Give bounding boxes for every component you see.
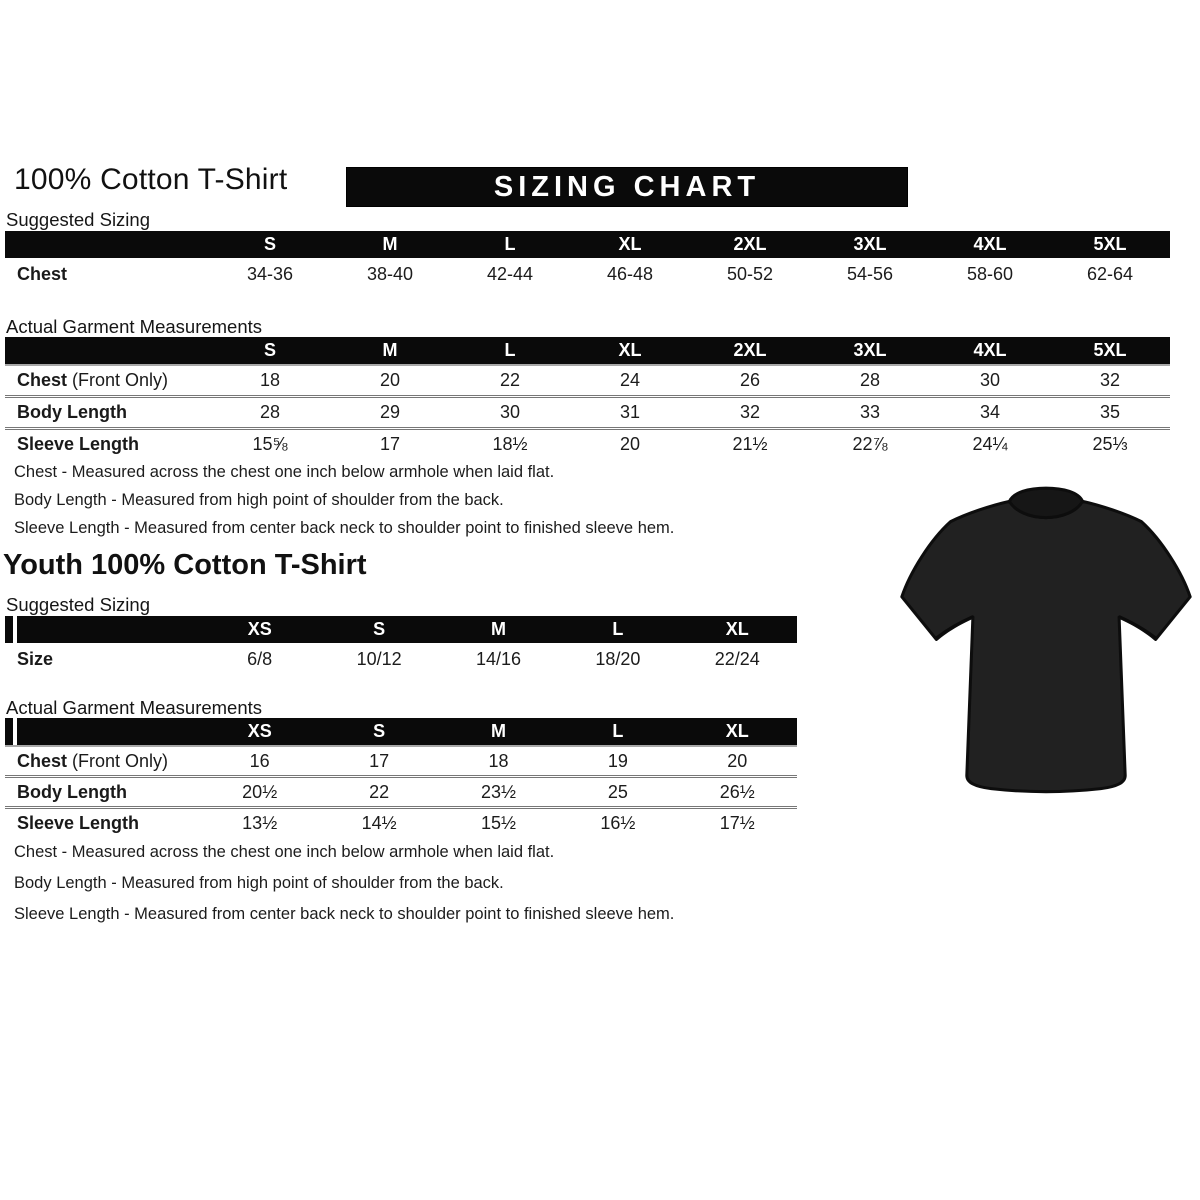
adult-actual-header-4xl: 4XL	[973, 340, 1007, 360]
youth-chest-s: 17	[369, 750, 390, 771]
youth-suggested-header-s: S	[373, 619, 386, 639]
adult-chest-row-label-suffix: (Front Only)	[67, 370, 169, 390]
adult-product-title: 100% Cotton T-Shirt	[14, 163, 288, 196]
youth-body-length-xl: 26½	[719, 781, 755, 802]
youth-actual-measurements-table	[5, 718, 797, 837]
youth-product-title: Youth 100% Cotton T-Shirt	[3, 549, 367, 581]
adult-actual-header-xl: XL	[618, 340, 642, 360]
youth-actual-header-l: L	[612, 721, 624, 741]
adult-suggested-header-4xl: 4XL	[973, 234, 1007, 254]
youth-actual-header-xl: XL	[725, 721, 749, 741]
youth-chest-row-label-bold: Chest	[17, 750, 68, 771]
adult-suggested-header-row	[5, 231, 1170, 258]
adult-sleeve-length-xl: 20	[619, 434, 641, 454]
youth-chest-row-label	[5, 751, 200, 772]
youth-actual-header-xs: XS	[247, 721, 272, 741]
youth-sleeve-length-label-bold: Sleeve Length	[17, 812, 140, 833]
adult-suggested-header-l: L	[504, 234, 516, 254]
youth-body-length-l: 25	[607, 781, 628, 802]
adult-suggested-header-2xl: 2XL	[733, 234, 767, 254]
adult-body-length-xl: 31	[619, 402, 641, 422]
youth-body-length-label-bold: Body Length	[17, 781, 127, 802]
adult-suggested-header-3xl: 3XL	[853, 234, 887, 254]
adult-actual-header-5xl: 5XL	[1093, 340, 1127, 360]
adult-note-sleeve-length: Sleeve Length - Measured from center back neck to shoulder point to finished sleeve hem.	[14, 519, 675, 537]
adult-body-length-3xl: 33	[859, 402, 881, 422]
adult-chest-range-2xl: 50-52	[726, 264, 774, 284]
adult-suggested-header-5xl: 5XL	[1093, 234, 1127, 254]
adult-note-chest: Chest - Measured across the chest one inch below armhole when laid flat.	[14, 463, 555, 481]
adult-sleeve-length-label	[5, 434, 210, 455]
adult-chest-row	[5, 364, 1170, 395]
adult-chest-range-row	[5, 258, 1170, 291]
youth-measurement-notes	[14, 843, 674, 933]
youth-chest-xl: 20	[727, 750, 748, 771]
adult-chest-range-m: 38-40	[366, 264, 414, 284]
adult-actual-header-2xl: 2XL	[733, 340, 767, 360]
sizing-chart-banner	[346, 167, 908, 207]
adult-body-length-5xl: 35	[1099, 402, 1121, 422]
adult-body-length-s: 28	[259, 402, 281, 422]
adult-chest-range-5xl: 62-64	[1086, 264, 1134, 284]
adult-chest-s: 18	[259, 370, 281, 390]
youth-actual-header-row	[5, 718, 797, 745]
youth-suggested-sizing-label: Suggested Sizing	[6, 594, 150, 615]
adult-chest-range-3xl: 54-56	[846, 264, 894, 284]
youth-size-row-label	[5, 649, 200, 670]
youth-suggested-header-xl: XL	[725, 619, 749, 639]
adult-sleeve-length-5xl: 25⅓	[1092, 434, 1128, 454]
youth-size-s: 10/12	[356, 649, 402, 669]
adult-sleeve-length-s: 15⅝	[252, 434, 288, 454]
youth-suggested-header-row	[5, 616, 797, 643]
adult-suggested-header-m: M	[382, 234, 398, 254]
youth-actual-header-m: M	[490, 721, 506, 741]
youth-size-xl: 22/24	[714, 649, 760, 669]
youth-suggested-header-m: M	[490, 619, 506, 639]
youth-size-row-label-text: Size	[17, 649, 54, 669]
adult-body-length-2xl: 32	[739, 402, 761, 422]
adult-actual-header-m: M	[382, 340, 398, 360]
adult-chest-l: 22	[499, 370, 521, 390]
youth-size-xs: 6/8	[247, 649, 273, 669]
adult-chest-range-4xl: 58-60	[966, 264, 1014, 284]
youth-chest-row	[5, 745, 797, 775]
youth-sleeve-length-xs: 13½	[242, 812, 278, 833]
adult-sleeve-length-row	[5, 427, 1170, 459]
adult-suggested-sizing-table	[5, 231, 1170, 291]
adult-body-length-row	[5, 395, 1170, 427]
adult-body-length-m: 29	[379, 402, 401, 422]
adult-actual-header-row	[5, 337, 1170, 364]
adult-chest-range-label-text: Chest	[17, 264, 68, 284]
adult-suggested-header-s: S	[263, 234, 276, 254]
youth-actual-header-s: S	[373, 721, 386, 741]
youth-suggested-header-xs: XS	[247, 619, 272, 639]
adult-note-body-length: Body Length - Measured from high point of shoulder from the back.	[14, 491, 504, 509]
adult-sleeve-length-label-bold: Sleeve Length	[17, 434, 140, 454]
black-tshirt-image	[893, 477, 1199, 812]
adult-body-length-label-bold: Body Length	[17, 402, 127, 422]
adult-suggested-sizing-label: Suggested Sizing	[6, 209, 150, 230]
adult-actual-measurements-table	[5, 337, 1170, 459]
youth-sleeve-length-m: 15½	[480, 812, 517, 833]
adult-sleeve-length-m: 17	[379, 434, 401, 454]
youth-note-sleeve-length: Sleeve Length - Measured from center back neck to shoulder point to finished sleeve hem.	[14, 905, 675, 923]
adult-actual-header-3xl: 3XL	[853, 340, 887, 360]
youth-body-length-m: 23½	[480, 781, 517, 802]
youth-size-l: 18/20	[595, 649, 641, 669]
adult-chest-range-xl: 46-48	[606, 264, 654, 284]
youth-suggested-header-l: L	[612, 619, 624, 639]
youth-size-row	[5, 643, 797, 676]
youth-chest-xs: 16	[249, 750, 270, 771]
adult-chest-2xl: 26	[739, 370, 761, 390]
adult-body-length-label	[5, 402, 210, 423]
youth-body-length-s: 22	[369, 781, 390, 802]
youth-sleeve-length-row	[5, 806, 797, 837]
adult-actual-header-s: S	[263, 340, 276, 360]
adult-body-length-l: 30	[499, 402, 521, 422]
adult-chest-4xl: 30	[979, 370, 1001, 390]
adult-body-length-4xl: 34	[979, 402, 1001, 422]
adult-chest-m: 20	[379, 370, 401, 390]
adult-suggested-header-xl: XL	[618, 234, 642, 254]
adult-chest-range-s: 34-36	[246, 264, 294, 284]
youth-note-chest: Chest - Measured across the chest one inch below armhole when laid flat.	[14, 843, 555, 861]
youth-sleeve-length-label	[5, 813, 200, 834]
sizing-chart-banner-label: SIZING CHART	[493, 170, 761, 203]
adult-chest-row-label-bold: Chest	[17, 370, 68, 390]
adult-chest-range-l: 42-44	[486, 264, 534, 284]
adult-sleeve-length-l: 18½	[492, 434, 528, 454]
adult-chest-range-label	[5, 264, 210, 285]
adult-chest-5xl: 32	[1099, 370, 1121, 390]
youth-body-length-xs: 20½	[242, 781, 278, 802]
adult-actual-measurements-label: Actual Garment Measurements	[6, 316, 263, 337]
adult-sleeve-length-3xl: 22⅞	[852, 434, 888, 454]
youth-body-length-row	[5, 775, 797, 806]
youth-body-length-label	[5, 782, 200, 803]
adult-actual-header-l: L	[504, 340, 516, 360]
youth-suggested-sizing-table	[5, 616, 797, 676]
youth-chest-l: 19	[607, 750, 628, 771]
adult-sleeve-length-2xl: 21½	[732, 434, 768, 454]
youth-sleeve-length-l: 16½	[600, 812, 636, 833]
adult-chest-xl: 24	[619, 370, 641, 390]
adult-chest-3xl: 28	[859, 370, 881, 390]
youth-sleeve-length-s: 14½	[361, 812, 397, 833]
youth-sleeve-length-xl: 17½	[719, 812, 755, 833]
youth-size-m: 14/16	[475, 649, 522, 669]
adult-measurement-notes	[14, 463, 674, 547]
adult-chest-row-label	[5, 370, 210, 391]
youth-actual-measurements-label: Actual Garment Measurements	[6, 697, 263, 718]
adult-sleeve-length-4xl: 24¼	[972, 434, 1008, 454]
youth-chest-row-label-suffix: (Front Only)	[67, 750, 169, 771]
youth-chest-m: 18	[488, 750, 509, 771]
youth-note-body-length: Body Length - Measured from high point of shoulder from the back.	[14, 874, 504, 892]
